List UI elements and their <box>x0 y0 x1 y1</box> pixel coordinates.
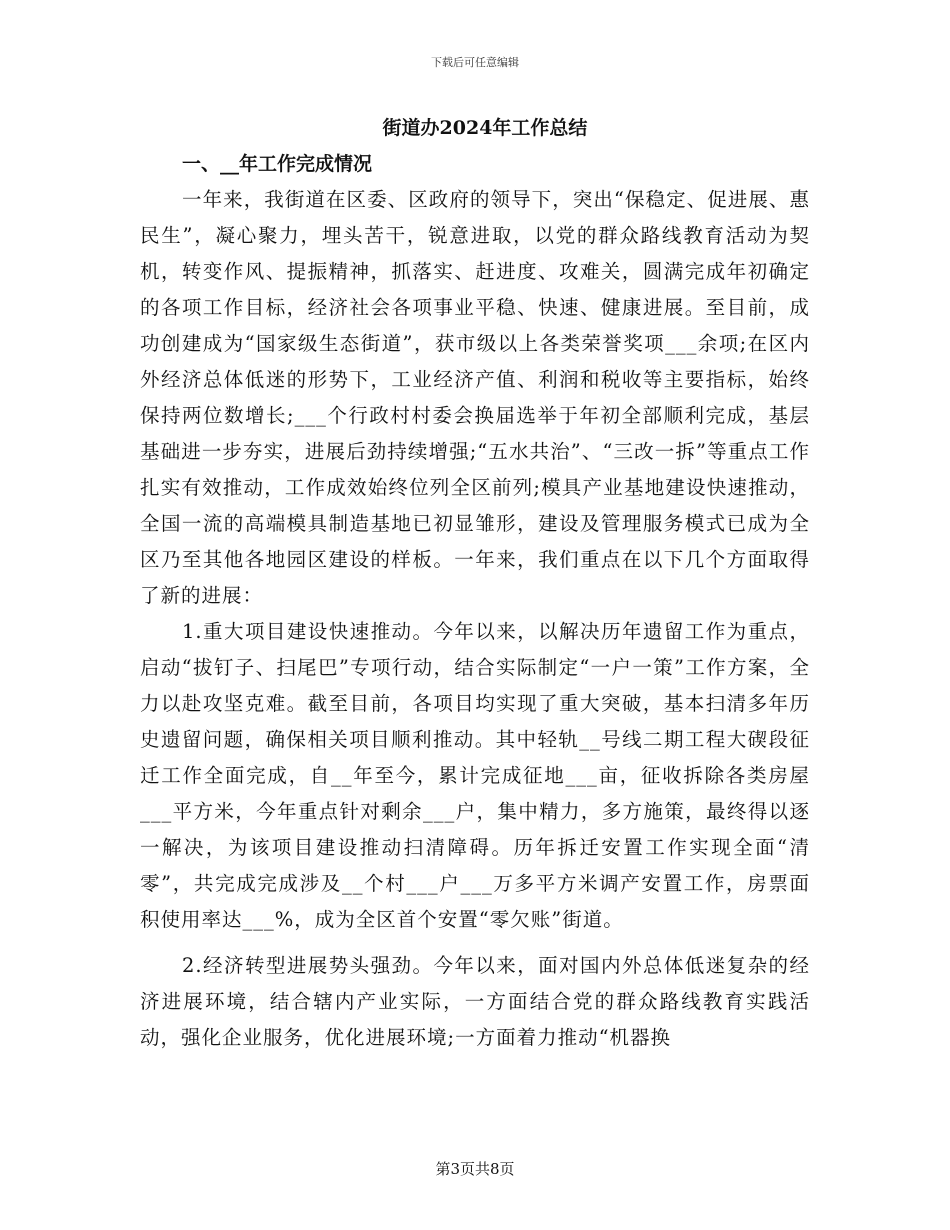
page-number: 第3页共8页 <box>435 1160 515 1178</box>
section-heading: 一、__年工作完成情况 <box>182 153 373 175</box>
document-body <box>140 110 810 1056</box>
document-title: 街道办2024年工作总结 <box>382 117 588 139</box>
paragraph-item-1: 1.重大项目建设快速推动。今年以来，以解决历年遗留工作为重点，启动“拔钉子、扫尾巴”专项行动，结合实际制定“一户一策”工作方案，全力以赴攻坚克难。截至目前，各项目均实现了重大突破，基本扫清多年历史遗留问题，确保相关项目顺利推动。其中轻轨__号线二期工程大碶段征迁工作全面完成，自__年至今，累计完成征地___亩，征收拆除各类房屋___平方米，今年重点针对剩余___户，集中精力，多方施策，最终得以逐一解决，为该项目建设推动扫清障碍。历年拆迁安置工作实现全面“清零”，共完成完成涉及__个村___户___万多平方米调产安置工作，房票面积使用率达___%，成为全区首个安置“零欠账”街道。 <box>140 620 810 931</box>
paragraph-item-2: 2.经济转型进展势头强劲。今年以来，面对国内外总体低迷复杂的经济进展环境，结合辖内产业实际，一方面结合党的群众路线教育实践活动，强化企业服务，优化进展环境;一方面着力推动“机器换 <box>140 954 810 1049</box>
paragraph-intro: 一年来，我街道在区委、区政府的领导下，突出“保稳定、促进展、惠民生”，凝心聚力，埋头苦干，锐意进取，以党的群众路线教育活动为契机，转变作风、提振精神，抓落实、赶进度、攻难关，圆满完成年初确定的各项工作目标，经济社会各项事业平稳、快速、健康进展。至目前，成功创建成为“国家级生态街道”，获市级以上各类荣誉奖项___余项;在区内外经济总体低迷的形势下，工业经济产值、利润和税收等主要指标，始终保持两位数增长;___个行政村村委会换届选举于年初全部顺利完成，基层基础进一步夯实，进展后劲持续增强;“五水共治”、“三改一拆”等重点工作扎实有效推动，工作成效始终位列全区前列;模具产业基地建设快速推动，全国一流的高端模具制造基地已初显雏形，建设及管理服务模式已成为全区乃至其他各地园区建设的样板。一年来，我们重点在以下几个方面取得了新的进展： <box>140 188 810 607</box>
page-header-note: 下载后可任意编辑 <box>431 56 519 69</box>
